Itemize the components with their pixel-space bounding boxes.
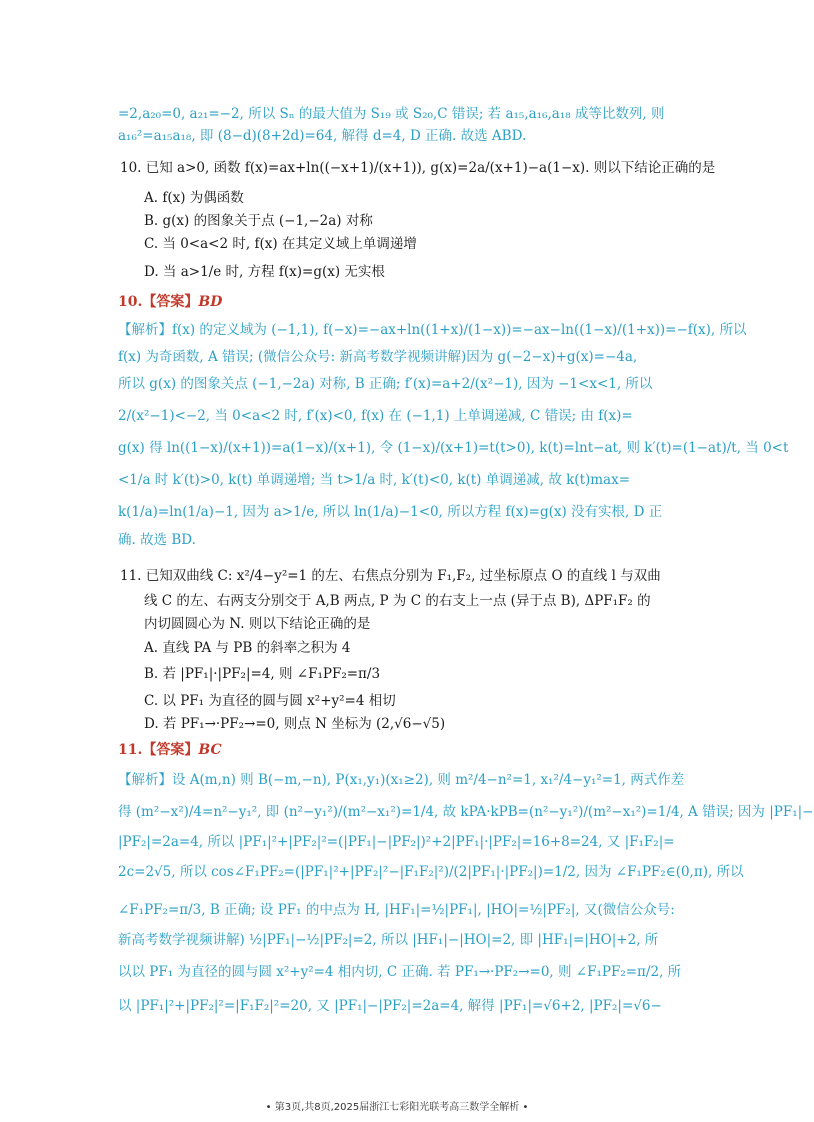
q10-answer-label: 10.【答案】 — [118, 294, 199, 310]
q10-solution-line: 2/(x²−1)<−2, 当 0<a<2 时, f′(x)<0, f(x) 在 (−1,1) 上单调递减, C 错误; 由 f(x)= — [118, 408, 633, 424]
q11-solution-line: |PF₂|=2a=4, 所以 |PF₁|²+|PF₂|²=(|PF₁|−|PF₂|)²+2|PF₁|·|PF₂|=16+8=24, 又 |F₁F₂|= — [118, 834, 675, 850]
q11-solution-line: 以以 PF₁ 为直径的圆与圆 x²+y²=4 相内切, C 正确. 若 PF₁→·PF₂→=0, 则 ∠F₁PF₂=π/2, 所 — [118, 964, 682, 980]
q10-stem: 10. 已知 a>0, 函数 f(x)=ax+ln((−x+1)/(x+1)), g(x)=2a/(x+1)−a(1−x). 则以下结论正确的是 — [120, 160, 716, 176]
prev-solution-line: a₁₆²=a₁₅a₁₈, 即 (8−d)(8+2d)=64, 解得 d=4, D 正确. 故选 ABD. — [118, 128, 527, 144]
q10-solution-line: 【解析】f(x) 的定义域为 (−1,1), f(−x)=−ax+ln((1+x)/(1−x))=−ax−ln((1−x)/(1+x))=−f(x), 所以 — [118, 322, 747, 338]
q10-answer — [118, 292, 678, 312]
q10-answer-value: BD — [198, 294, 223, 310]
q11-option-a: A. 直线 PA 与 PB 的斜率之积为 4 — [144, 640, 351, 656]
q10-solution-line: k(1/a)=ln(1/a)−1, 因为 a>1/e, 所以 ln(1/a)−1<0, 所以方程 f(x)=g(x) 没有实根, D 正 — [118, 504, 663, 520]
q11-answer-value: BC — [198, 742, 222, 758]
q11-answer-label: 11.【答案】 — [118, 742, 199, 758]
q10-solution-line: <1/a 时 k′(t)>0, k(t) 单调递增; 当 t>1/a 时, k′(t)<0, k(t) 单调递减, 故 k(t)max= — [118, 472, 631, 488]
q11-solution-line: 新高考数学视频讲解) ½|PF₁|−½|PF₂|=2, 所以 |HF₁|−|HO|=2, 即 |HF₁|=|HO|+2, 所 — [118, 932, 659, 948]
q11-solution-line: 【解析】设 A(m,n) 则 B(−m,−n), P(x₁,y₁)(x₁≥2), 则 m²/4−n²=1, x₁²/4−y₁²=1, 两式作差 — [118, 772, 685, 788]
page-footer: • 第3页,共8页,2025届浙江七彩阳光联考高三数学全解析 • — [265, 1102, 529, 1113]
q10-solution-line: 确. 故选 BD. — [118, 532, 196, 548]
q11-option-b: B. 若 |PF₁|·|PF₂|=4, 则 ∠F₁PF₂=π/3 — [144, 666, 381, 682]
q10-solution-line: 所以 g(x) 的图象关点 (−1,−2a) 对称, B 正确; f′(x)=a+2/(x²−1), 因为 −1<x<1, 所以 — [118, 376, 653, 392]
q11-stem-line: 内切圆圆心为 N. 则以下结论正确的是 — [144, 616, 371, 632]
q11-option-c: C. 以 PF₁ 为直径的圆与圆 x²+y²=4 相切 — [144, 693, 396, 709]
prev-solution-line: =2,a₂₀=0, a₂₁=−2, 所以 Sₙ 的最大值为 S₁₉ 或 S₂₀,C 错误; 若 a₁₅,a₁₆,a₁₈ 成等比数列, 则 — [118, 106, 665, 122]
q11-stem-line: 11. 已知双曲线 C: x²/4−y²=1 的左、右焦点分别为 F₁,F₂, 过坐标原点 O 的直线 l 与双曲 — [120, 568, 661, 584]
q10-solution-line: f(x) 为奇函数, A 错误; (微信公众号: 新高考数学视频讲解)因为 g(−2−x)+g(x)=−4a, — [118, 349, 638, 365]
q11-stem-line: 线 C 的左、右两支分别交于 A,B 两点, P 为 C 的右支上一点 (异于点 B), ΔPF₁F₂ 的 — [144, 593, 651, 609]
q10-solution-line: g(x) 得 ln((1−x)/(x+1))=a(1−x)/(x+1), 令 (1−x)/(x+1)=t(t>0), k(t)=lnt−at, 则 k′(t)=(1−at)/t, 当 0<t — [118, 440, 789, 456]
q10-option-d: D. 当 a>1/e 时, 方程 f(x)=g(x) 无实根 — [144, 264, 385, 280]
q11-solution-line: 2c=2√5, 所以 cos∠F₁PF₂=(|PF₁|²+|PF₂|²−|F₁F₂|²)/(2|PF₁|·|PF₂|)=1/2, 因为 ∠F₁PF₂∈(0,π), 所以 — [118, 864, 744, 880]
q10-option-c: C. 当 0<a<2 时, f(x) 在其定义域上单调递增 — [144, 236, 417, 252]
q10-option-a: A. f(x) 为偶函数 — [144, 190, 244, 206]
q11-solution-line: 得 (m²−x²)/4=n²−y₁², 即 (n²−y₁²)/(m²−x₁²)=1/4, 故 kPA·kPB=(n²−y₁²)/(m²−x₁²)=1/4, A 错误; 因为 |PF₁|− — [118, 804, 814, 820]
q11-solution-line: ∠F₁PF₂=π/3, B 正确; 设 PF₁ 的中点为 H, |HF₁|=½|PF₁|, |HO|=½|PF₂|, 又(微信公众号: — [118, 902, 675, 918]
q11-answer — [118, 740, 678, 760]
q11-option-d: D. 若 PF₁→·PF₂→=0, 则点 N 坐标为 (2,√6−√5) — [144, 716, 446, 732]
q10-option-b: B. g(x) 的图象关于点 (−1,−2a) 对称 — [144, 213, 373, 229]
q11-solution-line: 以 |PF₁|²+|PF₂|²=|F₁F₂|²=20, 又 |PF₁|−|PF₂|=2a=4, 解得 |PF₁|=√6+2, |PF₂|=√6− — [118, 998, 662, 1014]
